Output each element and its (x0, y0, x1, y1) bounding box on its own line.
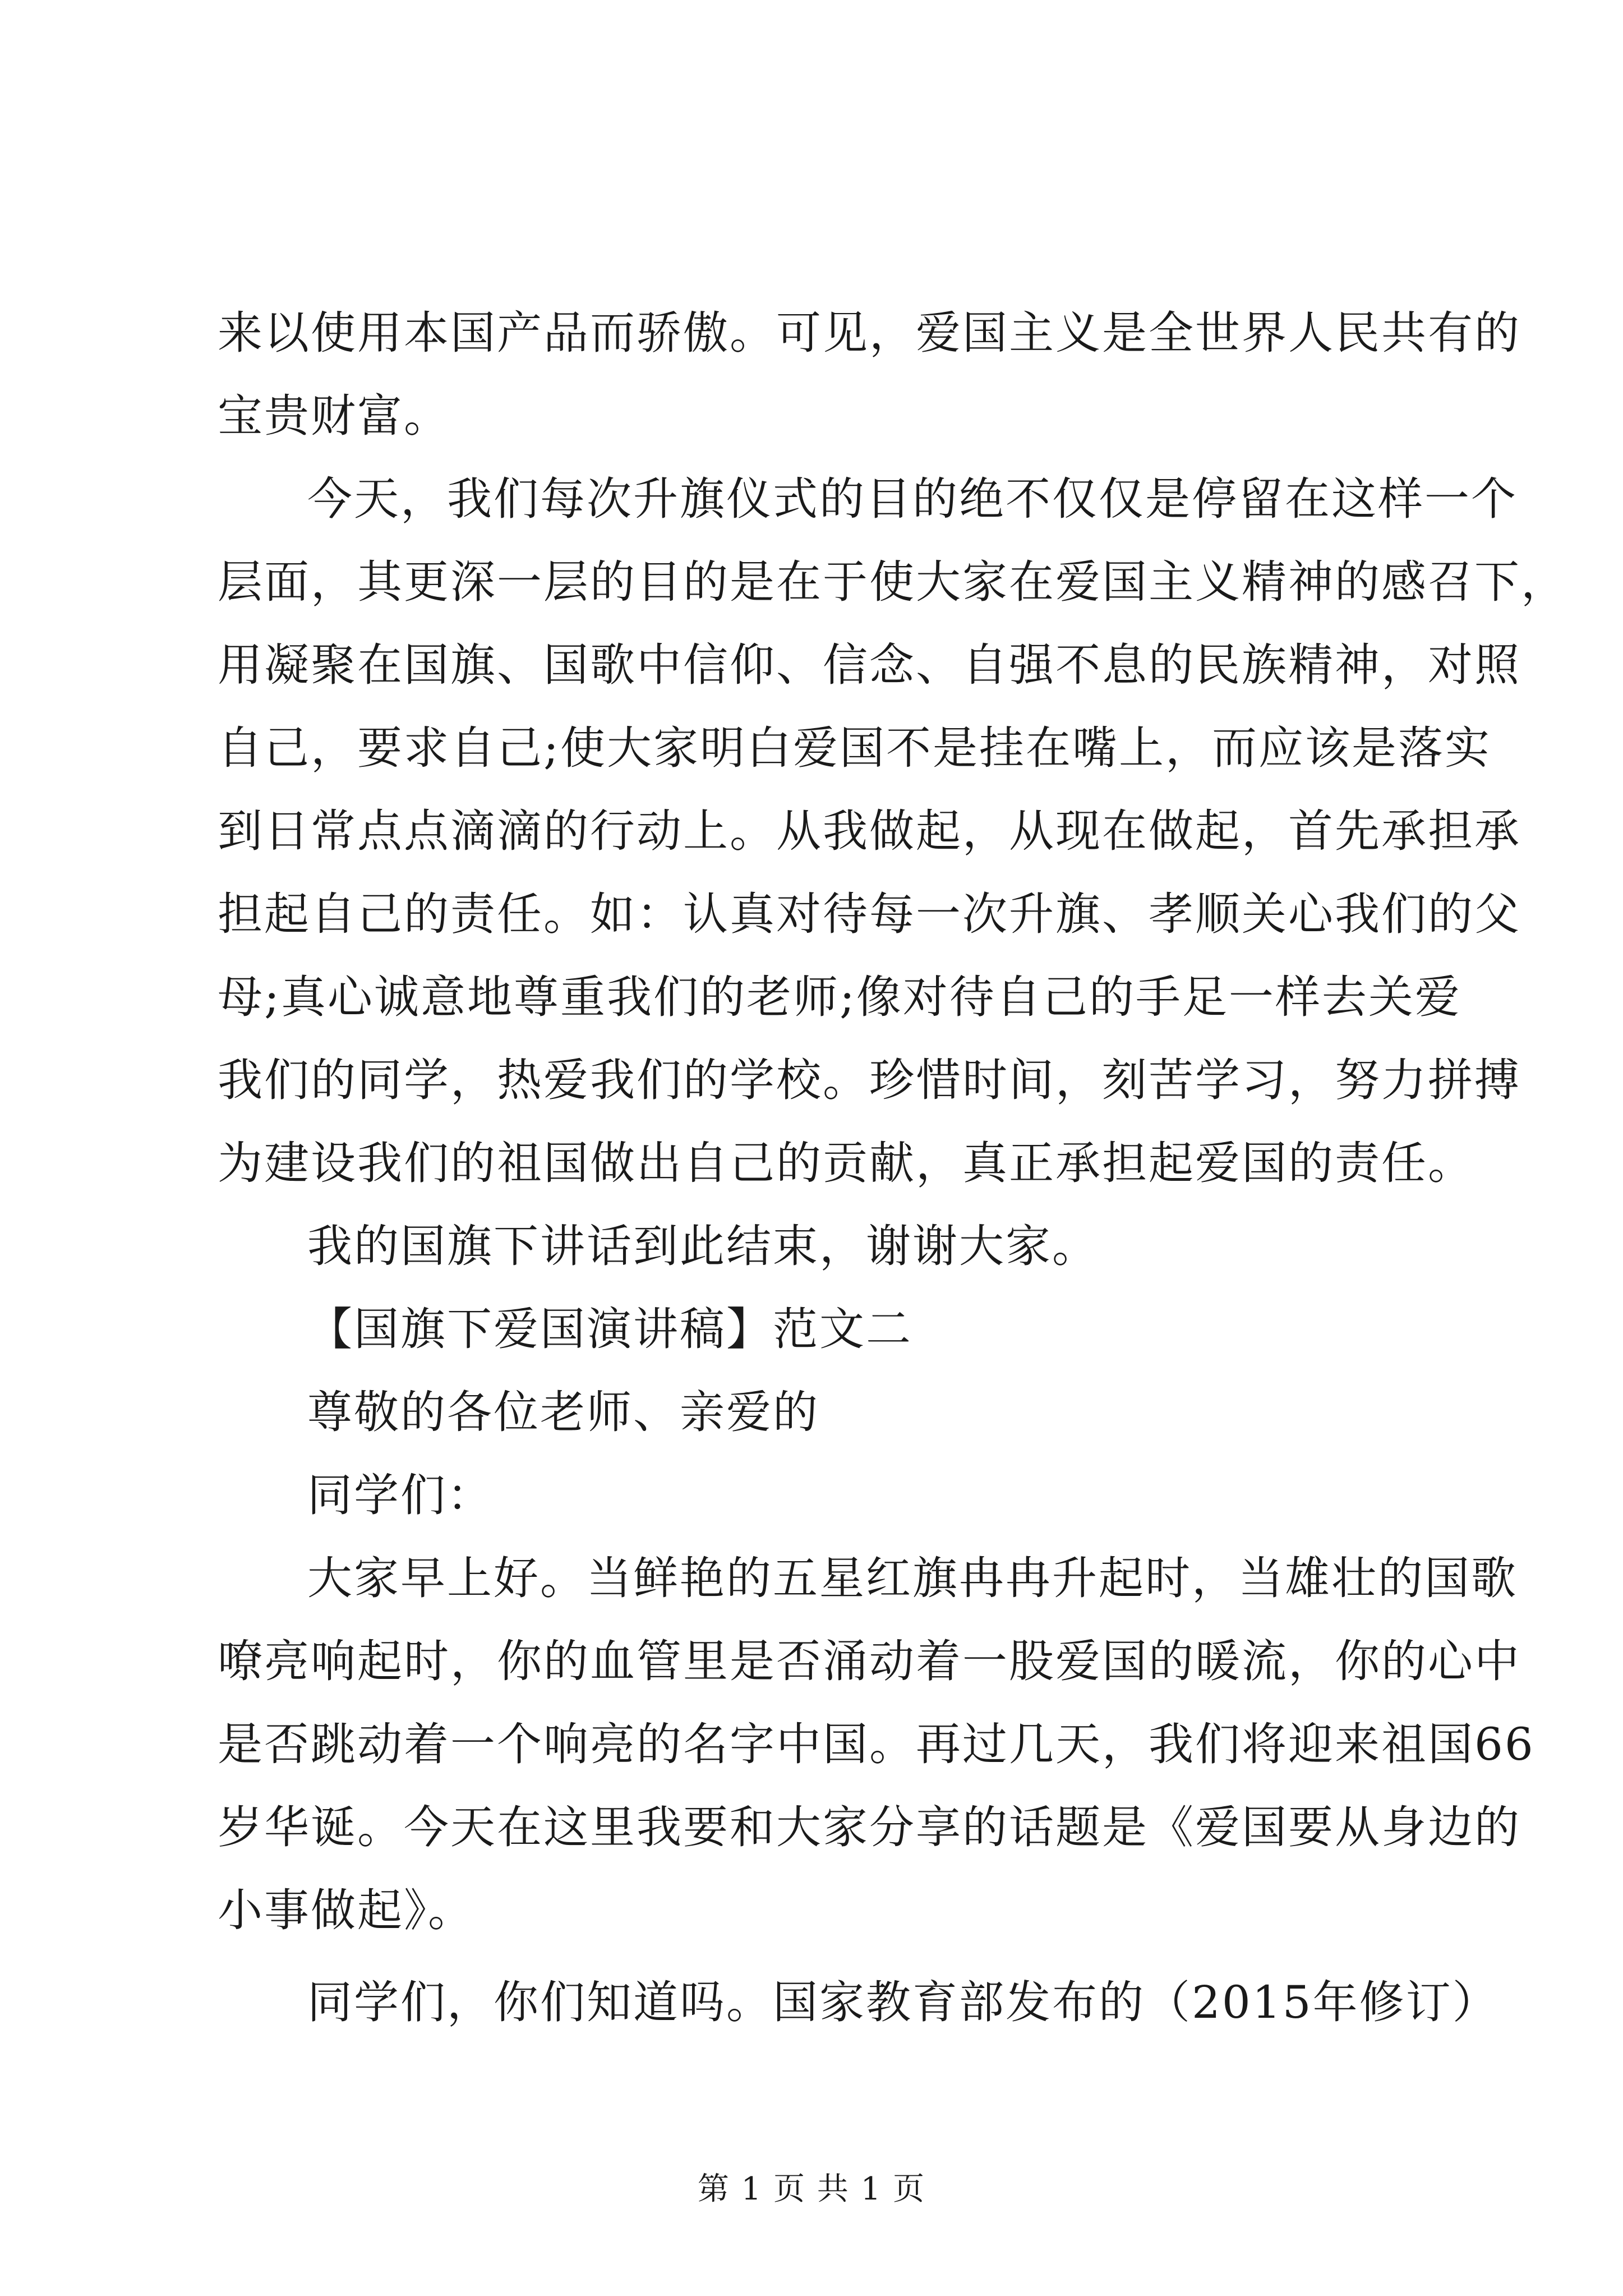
paragraph-3 (218, 1205, 1429, 1288)
text-line: 担起自己的责任。如：认真对待每一次升旗、孝顺关心我们的父 (218, 888, 1521, 940)
text-line: 嘹亮响起时，你的血管里是否涌动着一股爱国的暖流，你的心中 (218, 1635, 1521, 1687)
text-line: 宝贵财富。 (218, 390, 450, 442)
text-line: 大家早上好。当鲜艳的五星红旗冉冉升起时，当雄壮的国歌 (307, 1552, 1518, 1604)
paragraph-1 (218, 292, 1521, 458)
paragraph-2 (218, 458, 1567, 1205)
text-line: 到日常点点滴滴的行动上。从我做起，从现在做起，首先承担承 (218, 805, 1521, 857)
text-line: 母;真心诚意地尊重我们的老师;像对待自己的手足一样去关爱 (218, 971, 1461, 1023)
document-body (218, 292, 1567, 2044)
text-line: 尊敬的各位老师、亲爱的 (307, 1386, 819, 1438)
text-line: 是否跳动着一个响亮的名字中国。再过几天，我们将迎来祖国66 (218, 1718, 1535, 1770)
text-line: 今天，我们每次升旗仪式的目的绝不仅仅是停留在这样一个 (307, 473, 1518, 525)
salutation-continued (218, 1454, 1429, 1537)
section-heading (218, 1288, 1429, 1371)
salutation (218, 1371, 1429, 1454)
paragraph-5 (218, 1961, 1499, 2044)
text-line: 层面，其更深一层的目的是在于使大家在爱国主义精神的感召下， (218, 556, 1567, 608)
text-line: 用凝聚在国旗、国歌中信仰、信念、自强不息的民族精神，对照 (218, 639, 1521, 691)
paragraph-4 (218, 1537, 1535, 1952)
text-line: 我的国旗下讲话到此结束，谢谢大家。 (307, 1220, 1099, 1272)
text-line: 岁华诞。今天在这里我要和大家分享的话题是《爱国要从身边的 (218, 1801, 1521, 1853)
text-line: 【国旗下爱国演讲稿】范文二 (307, 1303, 912, 1355)
page-footer: 第 1 页 共 1 页 (697, 2171, 926, 2207)
paragraph-spacer (218, 1952, 1429, 1961)
text-line: 自己，要求自己;使大家明白爱国不是挂在嘴上，而应该是落实 (218, 722, 1491, 774)
text-line: 我们的同学，热爱我们的学校。珍惜时间，刻苦学习，努力拼搏 (218, 1054, 1521, 1106)
text-line: 同学们： (307, 1469, 494, 1521)
text-line: 同学们，你们知道吗。国家教育部发布的（2015年修订） (307, 1976, 1499, 2028)
text-line: 为建设我们的祖国做出自己的贡献，真正承担起爱国的责任。 (218, 1137, 1474, 1189)
text-line: 小事做起》。 (218, 1884, 474, 1936)
text-line: 来以使用本国产品而骄傲。可见，爱国主义是全世界人民共有的 (218, 307, 1521, 359)
